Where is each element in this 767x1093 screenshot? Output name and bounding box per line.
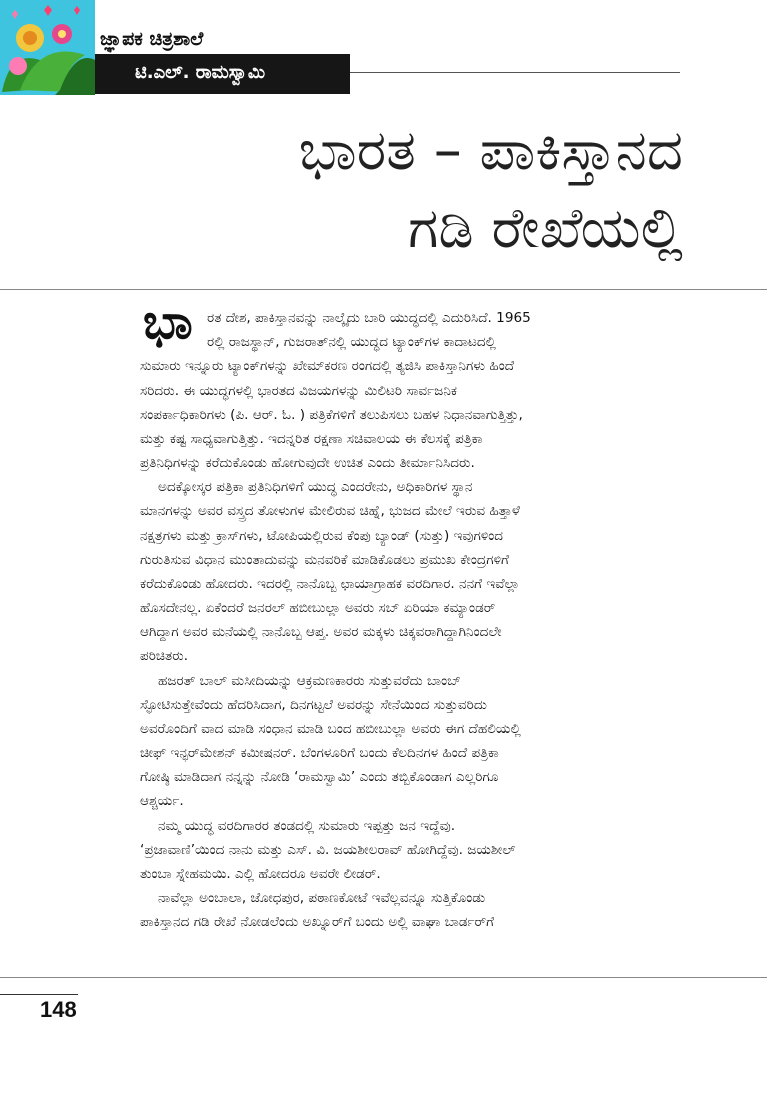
body-line: ಗುರುತಿಸುವ ವಿಧಾನ ಮುಂತಾದುವನ್ನು ಮನವರಿಕೆ ಮಾಡಿಕೊಡಲು ಪ್ರಮುಖ ಕೇಂದ್ರಗಳಿಗೆ (140, 552, 509, 568)
body-line: ಹೊಸದೇನಲ್ಲ. ಏಕೆಂದರೆ ಜನರಲ್ ಹಬೀಬುಲ್ಲಾ ಅವರು ಸಬ್ ಏರಿಯಾ ಕಮ್ಯಾಂಡರ್ (140, 600, 496, 616)
body-line: ‘ಪ್ರಜಾವಾಣಿ’ಯಿಂದ ನಾನು ಮತ್ತು ಎಸ್. ವಿ. ಜಯಶೀಲರಾವ್ ಹೋಗಿದ್ದೆವು. ಜಯಶೀಲ್ (140, 842, 516, 858)
body-line: ಗೋಷ್ಠಿ ಮಾಡಿದಾಗ ನನ್ನನ್ನು ನೋಡಿ ‘ರಾಮಸ್ವಾಮಿ’ ಎಂದು ತಬ್ಬಿಕೊಂಡಾಗ ಎಲ್ಲರಿಗೂ (140, 769, 499, 785)
page-number: 148 (40, 997, 77, 1022)
article-title-line-1: ಭಾರತ – ಪಾಕಿಸ್ತಾನದ (298, 118, 683, 183)
body-line: ಆಶ್ಚರ್ಯ. (140, 793, 184, 809)
body-line: ಅವರೊಂದಿಗೆ ವಾದ ಮಾಡಿ ಸಂಧಾನ ಮಾಡಿ ಬಂದ ಹಬೀಬುಲ್ಲಾ ಅವರು ಈಗ ದೆಹಲಿಯಲ್ಲಿ (140, 721, 521, 737)
footer-rule (0, 977, 767, 978)
drop-cap: ಭಾ (143, 294, 193, 350)
body-line: ತುಂಬಾ ಸ್ನೇಹಮಯಿ. ಎಲ್ಲಿ ಹೋದರೂ ಅವರೇ ಲೀಡರ್. (140, 866, 381, 882)
body-line: ನಮ್ಮ ಯುದ್ಧ ವರದಿಗಾರರ ತಂಡದಲ್ಲಿ ಸುಮಾರು ಇಪ್ಪತ್ತು ಜನ ಇದ್ದೆವು. (158, 818, 456, 834)
title-divider (0, 289, 767, 290)
body-line: ಅದಕ್ಕೋಸ್ಕರ ಪತ್ರಿಕಾ ಪ್ರತಿನಿಧಿಗಳಿಗೆ ಯುದ್ಧ ಎಂದರೇನು, ಅಧಿಕಾರಿಗಳ ಸ್ಥಾನ (158, 479, 473, 495)
body-line: ಹಜರತ್ ಬಾಲ್ ಮಸೀದಿಯನ್ನು ಆಕ್ರಮಣಕಾರರು ಸುತ್ತುವರೆದು ಬಾಂಬ್ (158, 673, 461, 689)
body-line: ಕರೆದುಕೊಂಡು ಹೋದರು. ಇದರಲ್ಲಿ ನಾನೊಬ್ಬ ಛಾಯಾಗ್ರಾಹಕ ವರದಿಗಾರ. ನನಗೆ ಇವೆಲ್ಲಾ (140, 576, 520, 592)
body-line: ರಲ್ಲಿ ರಾಜಸ್ಥಾನ್, ಗುಜರಾತ್‌ನಲ್ಲಿ ಯುದ್ಧದ ಟ್ಯಾಂಕ್‌ಗಳ ಕಾದಾಟದಲ್ಲಿ (207, 334, 496, 350)
author-name: ಟಿ.ಎಲ್. ರಾಮಸ್ವಾಮಿ (135, 62, 266, 83)
series-logo (0, 0, 95, 95)
body-line: ಸಂಪರ್ಕಾಧಿಕಾರಿಗಳು (ಪಿ. ಆರ್. ಓ. ) ಪತ್ರಿಕೆಗಳಿಗೆ ತಲುಪಿಸಲು ಬಹಳ ನಿಧಾನವಾಗುತ್ತಿತ್ತು, (140, 407, 523, 423)
article-title-line-2: ಗಡಿ ರೇಖೆಯಲ್ಲಿ (408, 196, 683, 261)
flower-logo-icon (0, 0, 95, 95)
body-line: ರತ ದೇಶ, ಪಾಕಿಸ್ತಾನವನ್ನು ನಾಲ್ಕೈದು ಬಾರಿ ಯುದ್ಧದಲ್ಲಿ ಎದುರಿಸಿದೆ. 1965 (207, 310, 531, 326)
body-line: ಪಾಕಿಸ್ತಾನದ ಗಡಿ ರೇಖೆ ನೋಡಲೆಂದು ಅಖ್ನೂರ್‌ಗೆ ಬಂದು ಅಲ್ಲಿ ವಾಘಾ ಬಾರ್ಡರ್‌ಗೆ (140, 914, 495, 930)
body-line: ಸ್ಫೋಟಿಸುತ್ತೇವೆಂದು ಹೆದರಿಸಿದಾಗ, ದಿನಗಟ್ಟಲೆ ಅವರನ್ನು ಸೇನೆಯಿಂದ ಸುತ್ತುವರಿದು (140, 697, 487, 713)
body-line: ಮಾನಗಳನ್ನು ಅವರ ವಸ್ತ್ರದ ತೋಳುಗಳ ಮೇಲಿರುವ ಚಿಹ್ನೆ, ಭುಜದ ಮೇಲೆ ಇರುವ ಹಿತ್ತಾಳೆ (140, 503, 520, 519)
series-title: ಜ್ಞಾಪಕ ಚಿತ್ರಶಾಲೆ (100, 28, 204, 50)
body-line: ನಕ್ಷತ್ರಗಳು ಮತ್ತು ಕ್ರಾಸ್‌ಗಳು, ಟೋಪಿಯಲ್ಲಿರುವ ಕೆಂಪು ಬ್ಯಾಂಡ್ (ಸುತ್ತು) ಇವುಗಳಿಂದ (140, 528, 504, 544)
body-line: ಸರಿದರು. ಈ ಯುದ್ಧಗಳಲ್ಲಿ ಭಾರತದ ವಿಜಯಗಳನ್ನು ಮಿಲಿಟರಿ ಸಾರ್ವಜನಿಕ (140, 383, 457, 399)
body-line: ಪ್ರತಿನಿಧಿಗಳನ್ನು ಕರೆದುಕೊಂಡು ಹೋಗುವುದೇ ಉಚಿತ ಎಂದು ತೀರ್ಮಾನಿಸಿದರು. (140, 455, 475, 471)
body-line: ಚೀಫ್ ಇನ್ಫರ್‌ಮೇಶನ್ ಕಮೀಷನರ್. ಬೆಂಗಳೂರಿಗೆ ಬಂದು ಕೆಲದಿನಗಳ ಹಿಂದೆ ಪತ್ರಿಕಾ (140, 745, 499, 761)
body-line: ಸುಮಾರು ಇನ್ನೂರು ಟ್ಯಾಂಕ್‌ಗಳನ್ನು ಖೇಮ್‌ಕರಣ ರಂಗದಲ್ಲಿ ತ್ಯಜಿಸಿ ಪಾಕಿಸ್ತಾನಿಗಳು ಹಿಂದೆ (140, 358, 515, 374)
body-line: ಆಗಿದ್ದಾಗ ಅವರ ಮನೆಯಲ್ಲಿ ನಾನೊಬ್ಬ ಆಪ್ತ. ಅವರ ಮಕ್ಕಳು ಚಿಕ್ಕವರಾಗಿದ್ದಾಗಿನಿಂದಲೇ (140, 624, 502, 640)
body-line: ಪರಿಚಿತರು. (140, 648, 189, 664)
page-number-rule (0, 994, 78, 995)
header-rule (350, 72, 680, 73)
body-line: ಮತ್ತು ಕಷ್ಟ ಸಾಧ್ಯವಾಗುತ್ತಿತ್ತು. ಇದನ್ನರಿತ ರಕ್ಷಣಾ ಸಚಿವಾಲಯ ಈ ಕೆಲಸಕ್ಕೆ ಪತ್ರಿಕಾ (140, 431, 483, 447)
body-line: ನಾವೆಲ್ಲಾ ಅಂಬಾಲಾ, ಜೋಧಪುರ, ಪಠಾಣಕೋಟೆ ಇವೆಲ್ಲವನ್ನೂ ಸುತ್ತಿಕೊಂಡು (158, 890, 486, 906)
